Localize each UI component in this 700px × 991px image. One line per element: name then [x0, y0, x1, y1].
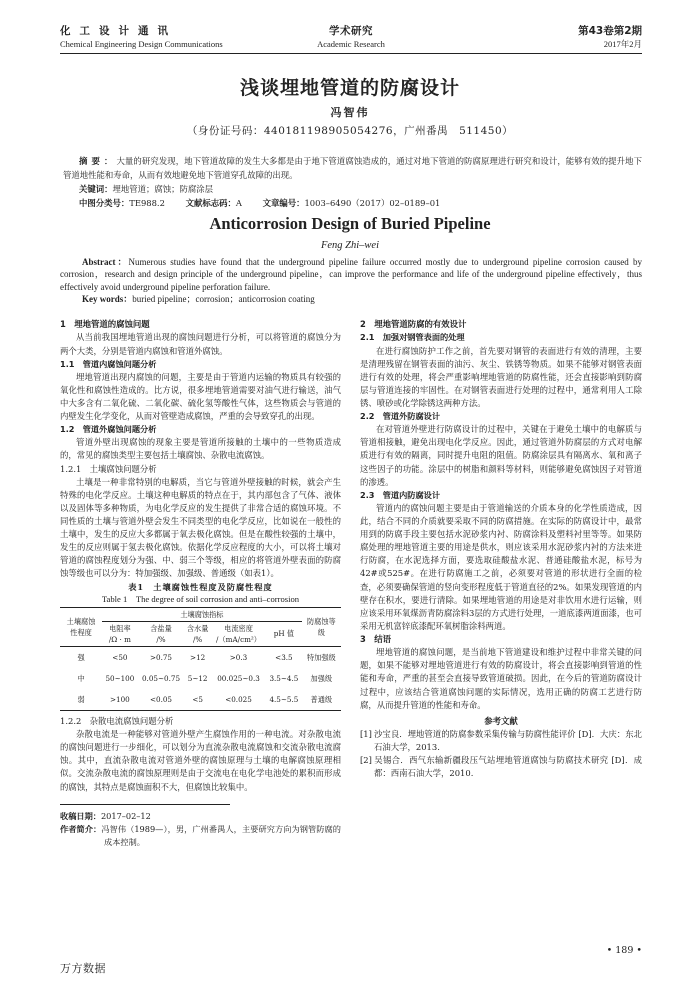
table-cell: 中	[77, 673, 85, 683]
table-cell: 弱	[60, 689, 102, 711]
author-affiliation: （身份证号码：440181198905054276，广州番禺 511450）	[186, 125, 514, 137]
issue-info	[578, 24, 642, 50]
table-row	[60, 646, 341, 668]
author-name-cn: 冯智伟	[330, 106, 370, 119]
subsubsection-heading: 1.2.2 杂散电流腐蚀问题分析	[60, 715, 174, 726]
table-header-resistivity: 电阻率 /Ω · m	[102, 621, 138, 646]
section-heading: 2 埋地管道防腐的有效设计	[360, 319, 467, 329]
body-left-column	[60, 318, 341, 849]
table-cell: 强	[77, 652, 85, 662]
subsection-heading: 1.1 管道内腐蚀问题分析	[60, 358, 157, 369]
received-date: 收稿日期：2017–02–12	[60, 810, 151, 821]
paragraph: 土壤是一种非常特别的电解质，当它与管道外壁接触的时候，就会产生特殊的电化学反应。土壤这种电解质的特点在于，其内部包含了气体、液体以及固体等多种物质，为电化学反应的发生提供了非常合适的腐蚀环境。不同性质的土壤与管道外壁会发生不同类型的电化学反应，比如说在一般性的土壤中，发生的反应大多都属于氧去极化腐蚀。但是在酸性较强的土壤中，发生的反应则属于氢去极化腐蚀。依据化学反应程度的大小，可以将土壤对管道的腐蚀程度划分为强、中、弱三个等级，相应的将管道外壁表面的防腐蚀等级也可以分为：特加强级、加强级、普通级（如表1）。	[60, 476, 341, 579]
abstract-en	[60, 256, 642, 293]
issue-date: 2017年2月	[603, 39, 642, 49]
page-header	[60, 24, 642, 60]
references-title: 参考文献	[484, 715, 518, 726]
section-name	[60, 24, 642, 50]
header-rule	[60, 53, 642, 54]
article-title-cn: 浅谈埋地管道的防腐设计	[239, 77, 460, 99]
subsection-heading: 2.1 加强对钢管表面的处理	[360, 332, 465, 343]
table-cell: <0.025	[211, 689, 266, 711]
table-cell: 5~12	[187, 673, 208, 683]
author-bio: 作者简介：冯智伟（1989—），男，广州番禺人，主要研究方向为钢管防腐的成本控制。	[60, 823, 341, 847]
table-cell: 0.05~0.75	[141, 673, 181, 683]
table-cell: 50~100	[105, 673, 135, 683]
body-right-column	[360, 318, 642, 780]
keywords-en	[60, 293, 642, 305]
abstract-cn-label: 摘要：	[79, 156, 117, 166]
table-cell: 加强级	[310, 673, 333, 683]
table-cell: 特加强级	[306, 652, 336, 662]
footnote-rule	[60, 804, 230, 805]
section-heading: 3 结语	[360, 633, 391, 644]
paragraph: 埋地管道出现内腐蚀的问题，主要是由于管道内运输的物质具有较强的氧化性和腐蚀性造成的。比方说，很多埋地管道需要对油气进行输送，油气中大多含有二氧化硫、二氧化碳、硫化氢等酸性气体，这些物质会与管道的内壁发生化学变化，从而对管壁造成腐蚀，严重的会导致穿孔的出现。	[60, 371, 341, 422]
table-header-grade: 防腐蚀等级	[302, 607, 341, 646]
paragraph: 管道内的腐蚀问题主要是由于管道输送的介质本身的化学性质造成，因此，结合不同的介质就要采取不同的防腐措施。在实际的防腐设计中，最常用到的防腐手段主要包括水泥砂浆内衬、防腐涂料及塑料衬里等等。如果防腐处理的埋地管道主要的用途是供水，则应该采用水泥砂浆内衬的方法来进行防腐，在水泥选择方面，要选取硅酸盐水泥、普通硅酸盐水泥，标号为42#或525#。在进行防腐施工之前，必须要对管道的形状进行全面的检查，必须要确保管道的竖向变形程度低于管道直径的2%。如果发现管道的内壁存在积水，要进行清除。如果埋地管道的用途是对非饮用水进行运输，则应该采用环氧煤沥青防腐涂料3层的方式进行处理，一道底漆两道面漆，也可采用无机富锌底漆配环氧树脂涂料两道。	[360, 502, 642, 631]
keywords-en-text: buried pipeline；corrosion；anticorrosion coating	[132, 294, 315, 305]
table-header-ph: pH 值	[266, 621, 302, 646]
section-name-en: Academic Research	[317, 39, 385, 49]
paragraph: 在对管道外壁进行防腐设计的过程中，关键在于避免土壤中的电解质与管道相接触，避免出现电化学反应。因此，通过管道外防腐层的方式对电解质进行有效的隔离，同时提升电阻的阻值。防腐涂层具有隔离水、氧和离子这些因子的功能。涂层中的树脂和颜料等材料，则能够避免腐蚀因子对管道的渗透。	[360, 424, 642, 487]
reference-item: [1] 沙宝良．埋地管道的防腐参数采集传输与防腐性能评价 [D]．大庆：东北石油大学，2013.	[360, 728, 642, 752]
table-cell: <0.05	[138, 689, 185, 711]
table-header-current: 电流密度 /（mA/cm²）	[211, 621, 266, 646]
author-name-en: Feng Zhi–wei	[320, 240, 380, 251]
table-cell: <5	[184, 689, 211, 711]
classification-row	[63, 196, 642, 210]
abstract-en-block	[60, 256, 642, 306]
footnote	[60, 804, 341, 849]
keywords-en-label: Key words：	[82, 294, 133, 305]
table-row	[60, 689, 341, 711]
paragraph: 埋地管道的腐蚀问题，是当前地下管道建设和维护过程中非常关键的问题，如果不能够对埋地管道进行有效的防腐设计，将会直接影响到管道的性能和寿命，严重的甚至会直接导致管道破损。因此，在今后的管道防腐设计过程中，应该结合管道腐蚀问题的实际情况，选用正确的防腐工艺进行防腐，从而提升管道的性能和寿命。	[360, 647, 642, 710]
table-row	[60, 668, 341, 689]
subsection-heading: 1.2 管道外腐蚀问题分析	[60, 424, 157, 435]
table-header-group: 土壤腐蚀指标	[102, 607, 302, 621]
table-cell: <50	[112, 652, 128, 662]
keywords-cn-label: 关键词：	[79, 184, 113, 194]
section-name-cn: 学术研究	[329, 25, 373, 37]
paragraph: 管道外壁出现腐蚀的现象主要是管道所接触的土壤中的一些物质造成的，常见的腐蚀类型主要包括土壤腐蚀、杂散电流腐蚀。	[60, 437, 341, 461]
page-number: • 189 •	[606, 945, 642, 956]
journal-name-cn: 化工设计通讯	[60, 25, 177, 37]
abstract-cn-block	[63, 154, 642, 210]
abstract-en-text: Numerous studies have found that the underground pipeline failure occurred mostly due to underground pipeline corrosion caused by corrosion，research and design principle of the underground pipeline，can improve the performance and life of the underground pipeline effectively，thus effectively avoid underground pipeline perforation failure.	[60, 257, 642, 292]
table-cell: 4.5~5.5	[266, 689, 302, 711]
abstract-cn	[63, 154, 642, 182]
abstract-cn-text: 大量的研究发现，地下管道故障的发生大多都是由于地下管道腐蚀造成的，通过对地下管道的防腐原理进行研究和设计，能够有效的提升地下管道地性能和寿命，从而有效地避免地下管道穿孔故障的出现。	[63, 156, 642, 180]
journal-name-en: Chemical Engineering Design Communications	[60, 39, 223, 49]
table-caption-en: Table 1 The degree of soil corrosion and anti–corrosion	[101, 593, 300, 604]
paragraph: 在进行腐蚀防护工作之前，首先要对钢管的表面进行有效的清理，主要是清理残留在钢管表面的油污、灰尘、铁锈等物质。如果不能够对钢管表面进行有效的处理，将会严重影响埋地管道的防腐性能，还会直接影响到防腐层与管道连接的牢固性。在对钢管表面进行处理的过程中，通常利用人工除锈、喷砂或化学除锈这两种方法。	[360, 345, 642, 408]
table-cell: >100	[102, 689, 138, 711]
subsubsection-heading: 1.2.1 土壤腐蚀问题分析	[60, 463, 157, 474]
paragraph: 杂散电流是一种能够对管道外壁产生腐蚀作用的一种电流。对杂散电流的腐蚀问题进行一步细化，可以划分为直流杂散电流腐蚀和交流杂散电流腐蚀。其中，直流杂散电流对管道外壁的腐蚀原理与土壤的电解腐蚀原理相似。交流杂散电流的腐蚀原理则是由于交流电在电化学电池处的累积而形成的腐蚀，其特点是腐蚀面积不大，但腐蚀比较集中。	[60, 729, 341, 792]
article-title-en: Anticorrosion Design of Buried Pipeline	[209, 214, 491, 233]
table-header-level: 土壤腐蚀性程度	[60, 607, 102, 646]
keywords-cn-text: 埋地管道；腐蚀；防腐涂层	[112, 184, 213, 194]
paragraph: 从当前我国埋地管道出现的腐蚀问题进行分析，可以将管道的腐蚀分为两个大类，分别是管道内腐蚀和管道外腐蚀。	[60, 332, 341, 356]
table-cell: 00.025~0.3	[217, 673, 260, 683]
subsection-heading: 2.3 管道内防腐设计	[360, 489, 441, 500]
clc-number: 中图分类号：TE988.2	[79, 198, 165, 208]
reference-item: [2] 吴锡合．西气东输新疆段压气站埋地管道腐蚀与防腐技术研究 [D]．成都：西南石油大学，2010.	[360, 754, 642, 779]
table-cell: 3.5~4.5	[269, 673, 299, 683]
table-cell: >0.3	[229, 652, 248, 662]
table-caption-cn: 表1 土壤腐蚀性程度及防腐性程度	[128, 581, 273, 592]
abstract-en-label: Abstract：	[82, 257, 129, 267]
keywords-cn	[63, 182, 642, 196]
soil-corrosion-table	[60, 607, 341, 711]
subsection-heading: 2.2 管道外防腐设计	[360, 411, 441, 422]
article-number: 文章编号：1003–6490（2017）02–0189–01	[262, 198, 441, 208]
table-header-salt: 含盐量 /%	[138, 621, 185, 646]
table-header-water: 含水量 /%	[184, 621, 211, 646]
table-cell: >12	[190, 652, 206, 662]
volume-issue: 第43卷第2期	[578, 25, 642, 37]
watermark-text: 万方数据	[60, 962, 106, 975]
table-cell: 普通级	[302, 689, 341, 711]
table-cell: <3.5	[275, 652, 293, 662]
table-cell: >0.75	[149, 652, 173, 662]
doc-code: 文献标志码：A	[185, 198, 242, 208]
section-heading: 1 埋地管道的腐蚀问题	[60, 319, 150, 329]
